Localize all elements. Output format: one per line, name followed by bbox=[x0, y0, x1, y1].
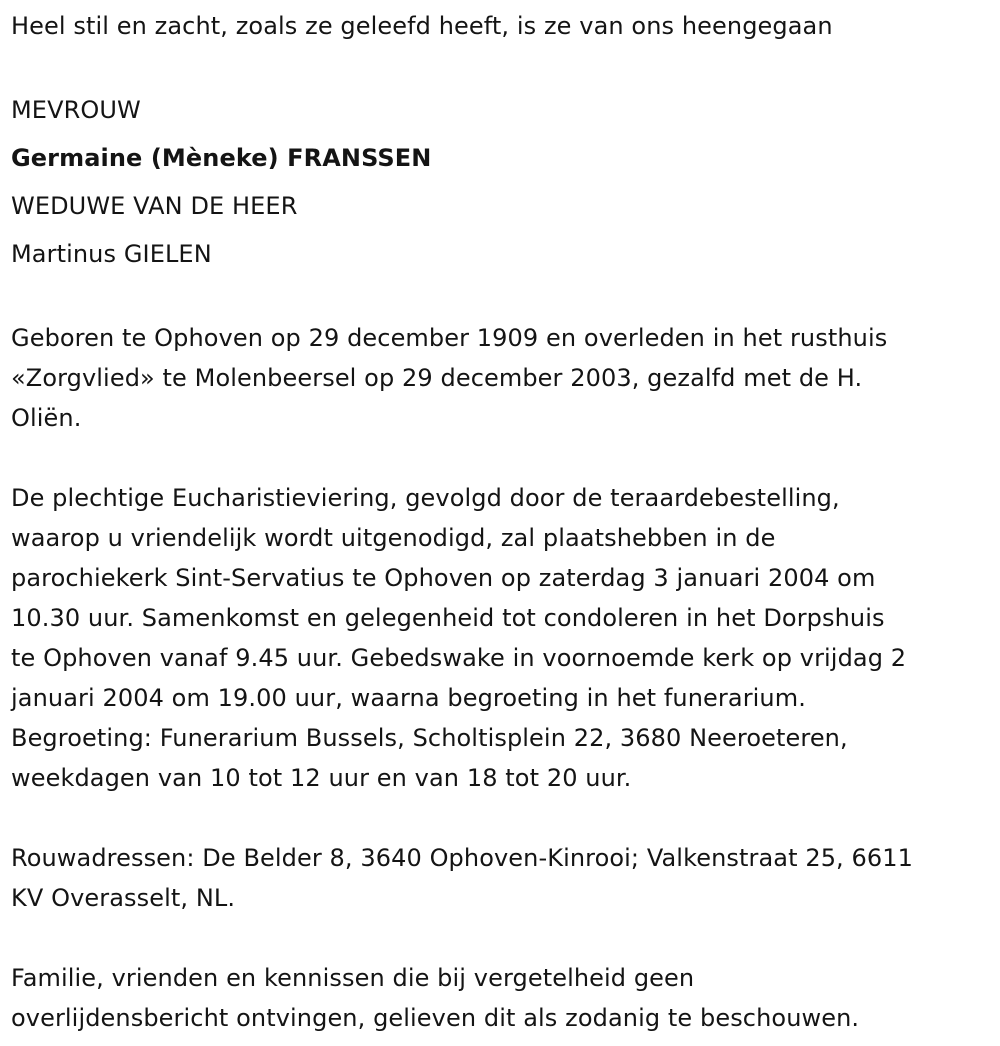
text-line: weekdagen van 10 tot 12 uur en van 18 tot 20 uur. bbox=[11, 764, 632, 792]
title-line: MEVROUW bbox=[11, 96, 141, 124]
spacer bbox=[11, 278, 990, 318]
text-line: waarop u vriendelijk wordt uitgenodigd, zal plaatshebben in de bbox=[11, 524, 776, 552]
intro-line: Heel stil en zacht, zoals ze geleefd heeft, is ze van ons heengegaan bbox=[11, 12, 833, 40]
text-line: Begroeting: Funerarium Bussels, Scholtisplein 22, 3680 Neeroeteren, bbox=[11, 724, 848, 752]
text-line: De plechtige Eucharistieviering, gevolgd door de teraardebestelling, bbox=[11, 484, 840, 512]
spacer bbox=[11, 438, 990, 478]
spacer bbox=[11, 918, 990, 958]
widow-line: WEDUWE VAN DE HEER bbox=[11, 192, 298, 220]
text-line: KV Overasselt, NL. bbox=[11, 884, 236, 912]
ceremony-paragraph bbox=[11, 478, 990, 798]
text-line: 10.30 uur. Samenkomst en gelegenheid tot condoleren in het Dorpshuis bbox=[11, 604, 885, 632]
obituary-document bbox=[11, 6, 990, 1038]
text-line: Oliën. bbox=[11, 404, 82, 432]
text-line: Rouwadressen: De Belder 8, 3640 Ophoven-Kinrooi; Valkenstraat 25, 6611 bbox=[11, 844, 913, 872]
closing-paragraph bbox=[11, 958, 990, 1038]
text-line: «Zorgvlied» te Molenbeersel op 29 december 2003, gezalfd met de H. bbox=[11, 364, 863, 392]
text-line: Geboren te Ophoven op 29 december 1909 en overleden in het rusthuis bbox=[11, 324, 888, 352]
text-line: Familie, vrienden en kennissen die bij vergetelheid geen bbox=[11, 964, 695, 992]
spacer bbox=[11, 798, 990, 838]
text-line: parochiekerk Sint-Servatius te Ophoven op zaterdag 3 januari 2004 om bbox=[11, 564, 876, 592]
text-line: overlijdensbericht ontvingen, gelieven dit als zodanig te beschouwen. bbox=[11, 1004, 860, 1032]
spacer bbox=[11, 46, 990, 86]
spouse-name: Martinus GIELEN bbox=[11, 240, 212, 268]
deceased-name: Germaine (Mèneke) FRANSSEN bbox=[11, 144, 432, 172]
text-line: januari 2004 om 19.00 uur, waarna begroeting in het funerarium. bbox=[11, 684, 806, 712]
text-line: te Ophoven vanaf 9.45 uur. Gebedswake in voornoemde kerk op vrijdag 2 bbox=[11, 644, 907, 672]
address-paragraph bbox=[11, 838, 990, 918]
birth-death-paragraph bbox=[11, 318, 990, 438]
